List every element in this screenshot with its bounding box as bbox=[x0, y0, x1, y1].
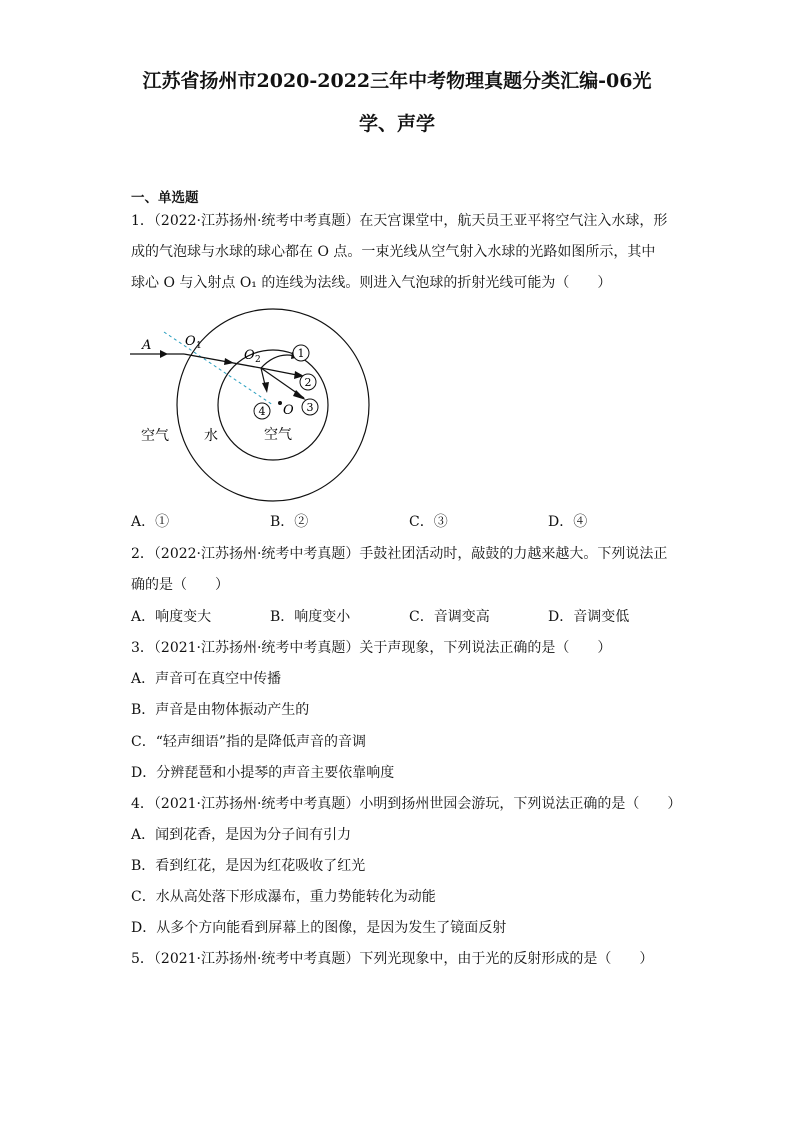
q4-line1: 4．（2021·江苏扬州·统考中考真题）小明到扬州世园会游玩，下列说法正确的是（ ） bbox=[131, 796, 682, 812]
ray-label-2-text: 2 bbox=[304, 376, 312, 389]
q2-option-b[interactable]: B．响度变小 bbox=[270, 609, 351, 625]
center-point bbox=[278, 401, 282, 405]
optics-diagram bbox=[130, 305, 370, 505]
q1-option-b[interactable]: B．② bbox=[270, 514, 309, 530]
ray-label-2 bbox=[300, 374, 316, 390]
ray-4-arrow bbox=[262, 382, 269, 393]
q4-option-c[interactable]: C．水从高处落下形成瀑布，重力势能转化为动能 bbox=[131, 889, 436, 905]
label-A: A bbox=[142, 338, 152, 353]
q1-line3: 球心 O 与入射点 O₁ 的连线为法线。则进入气泡球的折射光线可能为（ ） bbox=[131, 275, 612, 291]
region-water: 水 bbox=[204, 428, 218, 444]
q5-line1: 5．（2021·江苏扬州·统考中考真题）下列光现象中，由于光的反射形成的是（ ） bbox=[131, 951, 654, 967]
q2-option-c[interactable]: C．音调变高 bbox=[409, 609, 490, 625]
label-O: O bbox=[283, 403, 294, 418]
ray-label-1 bbox=[293, 345, 309, 361]
ray-label-4 bbox=[254, 403, 270, 419]
q3-option-d[interactable]: D．分辨琵琶和小提琴的声音主要依靠响度 bbox=[131, 765, 395, 781]
ray-label-3-text: 3 bbox=[306, 401, 314, 414]
page-title-line2: 学、声学 bbox=[358, 113, 435, 135]
label-O2-sub: 2 bbox=[255, 355, 261, 365]
label-O2: O bbox=[244, 348, 255, 363]
water-ray-arrow bbox=[224, 358, 234, 365]
region-outer-air: 空气 bbox=[141, 428, 169, 444]
incident-arrow bbox=[160, 350, 168, 358]
q1-option-d[interactable]: D．④ bbox=[548, 514, 588, 530]
q1-line2: 成的气泡球与水球的球心都在 O 点。一束光线从空气射入水球的光路如图所示，其中 bbox=[131, 244, 656, 260]
ray-label-3 bbox=[302, 399, 318, 415]
q4-option-b[interactable]: B．看到红花，是因为红花吸收了红光 bbox=[131, 858, 366, 874]
q1-option-a[interactable]: A．① bbox=[131, 514, 170, 530]
q2-line2: 确的是（ ） bbox=[131, 577, 229, 593]
q2-option-a[interactable]: A．响度变大 bbox=[131, 609, 212, 625]
q4-option-d[interactable]: D．从多个方向能看到屏幕上的图像，是因为发生了镜面反射 bbox=[131, 920, 507, 936]
label-O1-sub: 1 bbox=[196, 341, 202, 351]
section-heading: 一、单选题 bbox=[131, 190, 199, 206]
label-O1: O bbox=[185, 334, 196, 349]
ray-label-4-text: 4 bbox=[258, 405, 266, 418]
q3-option-c[interactable]: C．“轻声细语”指的是降低声音的音调 bbox=[131, 734, 367, 750]
q1-option-c[interactable]: C．③ bbox=[409, 514, 448, 530]
q2-line1: 2．（2022·江苏扬州·统考中考真题）手鼓社团活动时，敲鼓的力越来越大。下列说法正 bbox=[131, 546, 668, 562]
region-inner-air: 空气 bbox=[264, 427, 292, 443]
q1-line1: 1．（2022·江苏扬州·统考中考真题）在天宫课堂中，航天员王亚平将空气注入水球，形 bbox=[131, 213, 668, 229]
ray-label-1-text: 1 bbox=[297, 347, 305, 360]
q3-option-a[interactable]: A．声音可在真空中传播 bbox=[131, 671, 282, 687]
q4-option-a[interactable]: A．闻到花香，是因为分子间有引力 bbox=[131, 827, 352, 843]
q2-option-d[interactable]: D．音调变低 bbox=[548, 609, 630, 625]
q3-option-b[interactable]: B．声音是由物体振动产生的 bbox=[131, 702, 310, 718]
q3-line1: 3．（2021·江苏扬州·统考中考真题）关于声现象，下列说法正确的是（ ） bbox=[131, 640, 612, 656]
page-title-line1: 江苏省扬州市2020-2022三年中考物理真题分类汇编-06光 bbox=[142, 70, 652, 92]
